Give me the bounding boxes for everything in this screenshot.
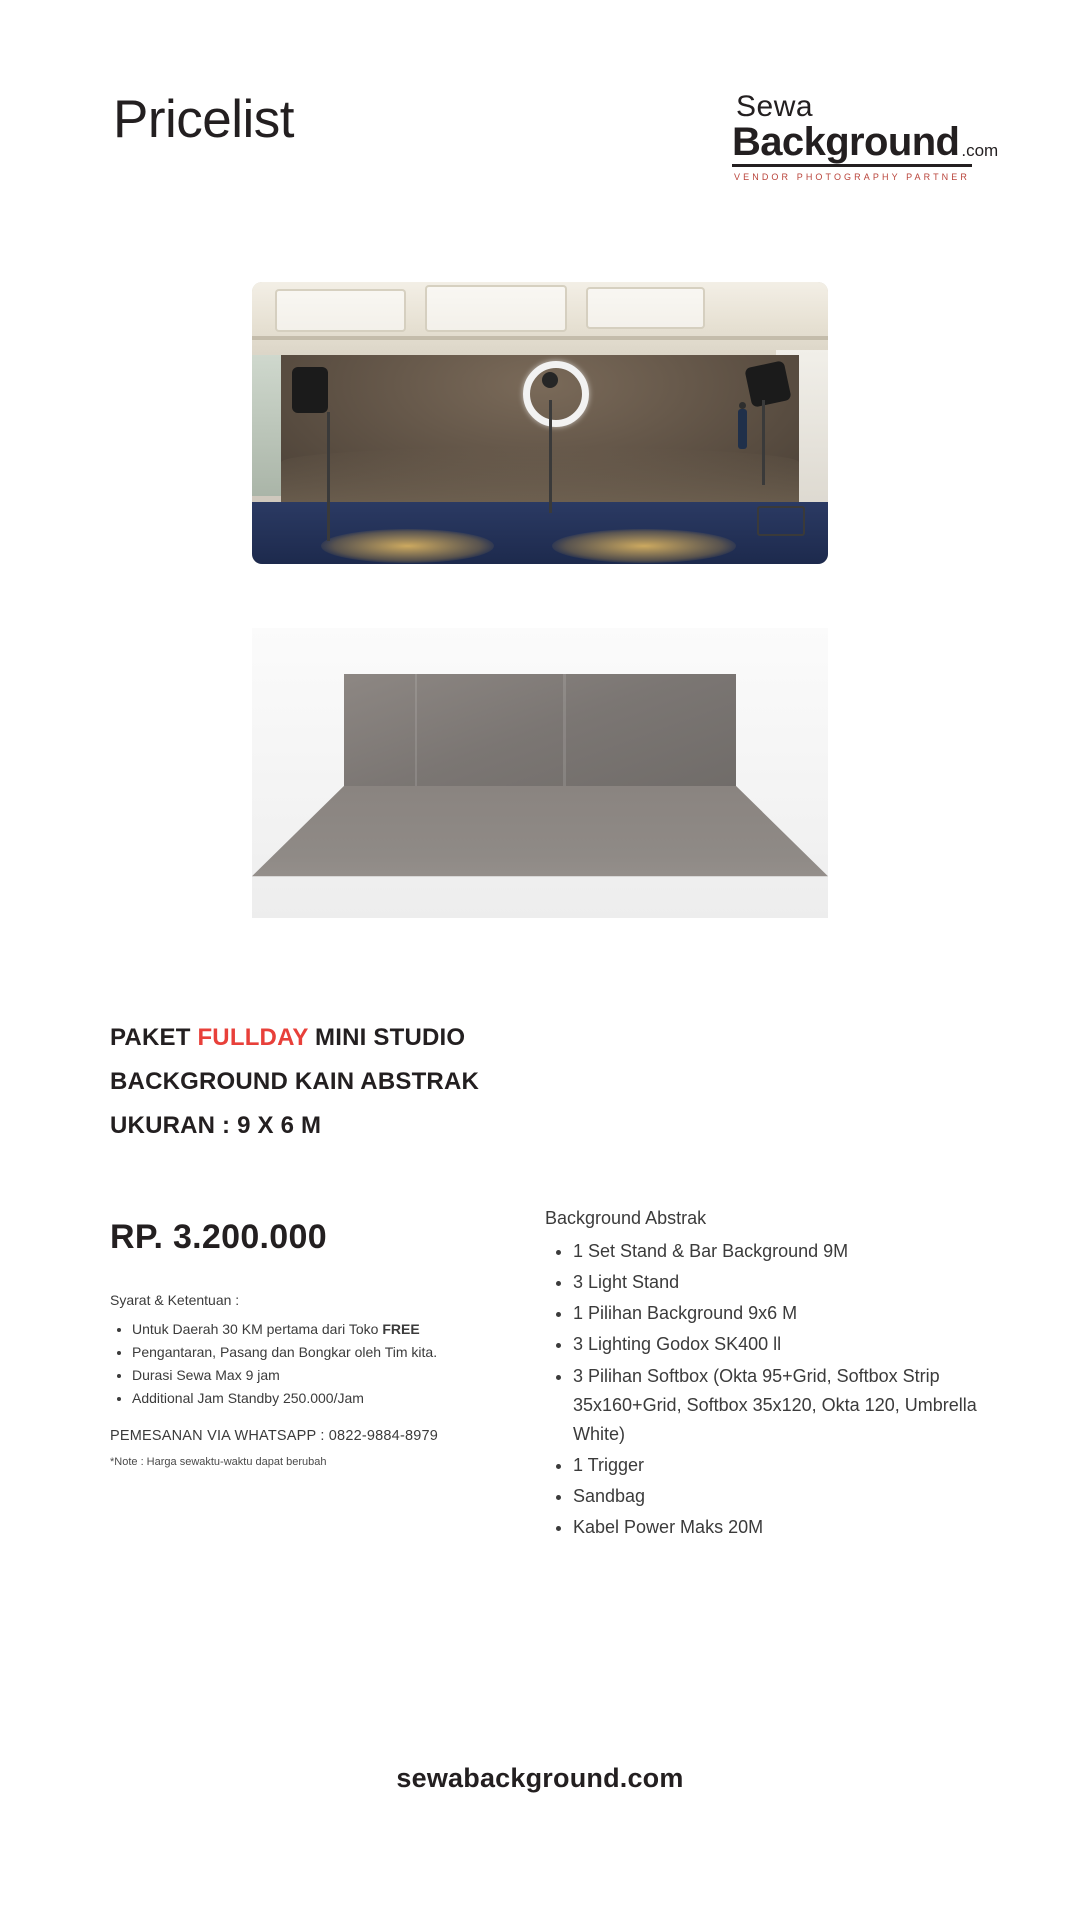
inclusions-title: Background Abstrak (545, 1208, 707, 1228)
softbox-light-right (744, 360, 791, 407)
inclusions-list (545, 1237, 1005, 1543)
cloth-floor-sweep-shape (252, 786, 828, 902)
carpet-motif (552, 529, 736, 563)
package-line-2: BACKGROUND KAIN ABSTRAK (110, 1068, 480, 1095)
page-title: Pricelist (113, 90, 295, 149)
list-item: • 3 Light Stand (573, 1268, 1005, 1297)
list-item (132, 1387, 530, 1410)
light-stand-left (327, 412, 330, 542)
logo-domain-suffix: .com (961, 141, 999, 160)
package-suffix: MINI STUDIO (308, 1024, 466, 1051)
ceiling-strip (252, 336, 828, 340)
list-item: • 1 Set Stand & Bar Background 9M (573, 1237, 1005, 1266)
logo-main-row (732, 120, 999, 164)
list-item: • Kabel Power Maks 20M (573, 1513, 1005, 1542)
list-item: • Sandbag (573, 1482, 1005, 1511)
ceiling (252, 282, 828, 364)
term-text: Untuk Daerah 30 KM pertama dari Toko (132, 1321, 383, 1337)
ceiling-panel (425, 285, 567, 332)
logo-divider (732, 164, 972, 167)
package-highlight: FULLDAY (197, 1024, 309, 1051)
package-line-1 (110, 1024, 810, 1052)
terms-list (110, 1318, 530, 1410)
package-line-3: UKURAN : 9 X 6 M (110, 1112, 322, 1139)
logo-top-word: Sewa (736, 90, 814, 123)
list-item (132, 1364, 530, 1387)
ceiling-panel (586, 287, 705, 329)
brand-logo (732, 90, 999, 182)
list-item (132, 1318, 530, 1341)
footer-website: sewabackground.com (396, 1763, 684, 1793)
list-item: • 3 Pilihan Softbox (Okta 95+Grid, Softbox Strip 35x160+Grid, Softbox 35x120, Okta 120, Umbrella White) (573, 1362, 1005, 1449)
backdrop-cloth-photo (252, 628, 828, 918)
list-item: • 3 Lighting Godox SK400 ll (573, 1330, 1005, 1359)
whatsapp-contact: PEMESANAN VIA WHATSAPP : 0822-9884-8979 (110, 1428, 439, 1444)
light-stand-center (549, 400, 552, 513)
ring-light (523, 361, 589, 427)
package-heading (110, 1024, 810, 1156)
side-table (757, 506, 805, 536)
term-text: Durasi Sewa Max 9 jam (132, 1367, 280, 1384)
person-figure (738, 409, 747, 449)
light-stand-right (762, 400, 765, 485)
patterned-carpet (252, 502, 828, 564)
cloth-floor-sweep (252, 802, 828, 918)
ceiling-panel (275, 289, 406, 332)
package-prefix: PAKET (110, 1024, 198, 1051)
term-emphasis: FREE (382, 1321, 420, 1337)
terms-title: Syarat & Ketentuan : (110, 1292, 240, 1308)
terms-block (110, 1292, 530, 1410)
page-header (0, 92, 1080, 212)
studio-setup-photo (252, 282, 828, 564)
carpet-motif (321, 529, 494, 563)
logo-tagline: VENDOR PHOTOGRAPHY PARTNER (734, 172, 970, 182)
softbox-light-left (292, 367, 328, 413)
logo-main-word: Background (732, 120, 960, 164)
ring-light-camera (542, 372, 558, 388)
term-text: Additional Jam Standby 250.000/Jam (132, 1390, 364, 1407)
list-item: • 1 Pilihan Background 9x6 M (573, 1299, 1005, 1328)
list-item (132, 1341, 530, 1364)
term-text: Pengantaran, Pasang dan Bongkar oleh Tim kita. (132, 1344, 438, 1361)
price-change-note: *Note : Harga sewaktu-waktu dapat berubah (110, 1456, 327, 1468)
list-item: • 1 Trigger (573, 1451, 1005, 1480)
price-amount: RP. 3.200.000 (110, 1218, 327, 1256)
inclusions-block (545, 1208, 1005, 1545)
